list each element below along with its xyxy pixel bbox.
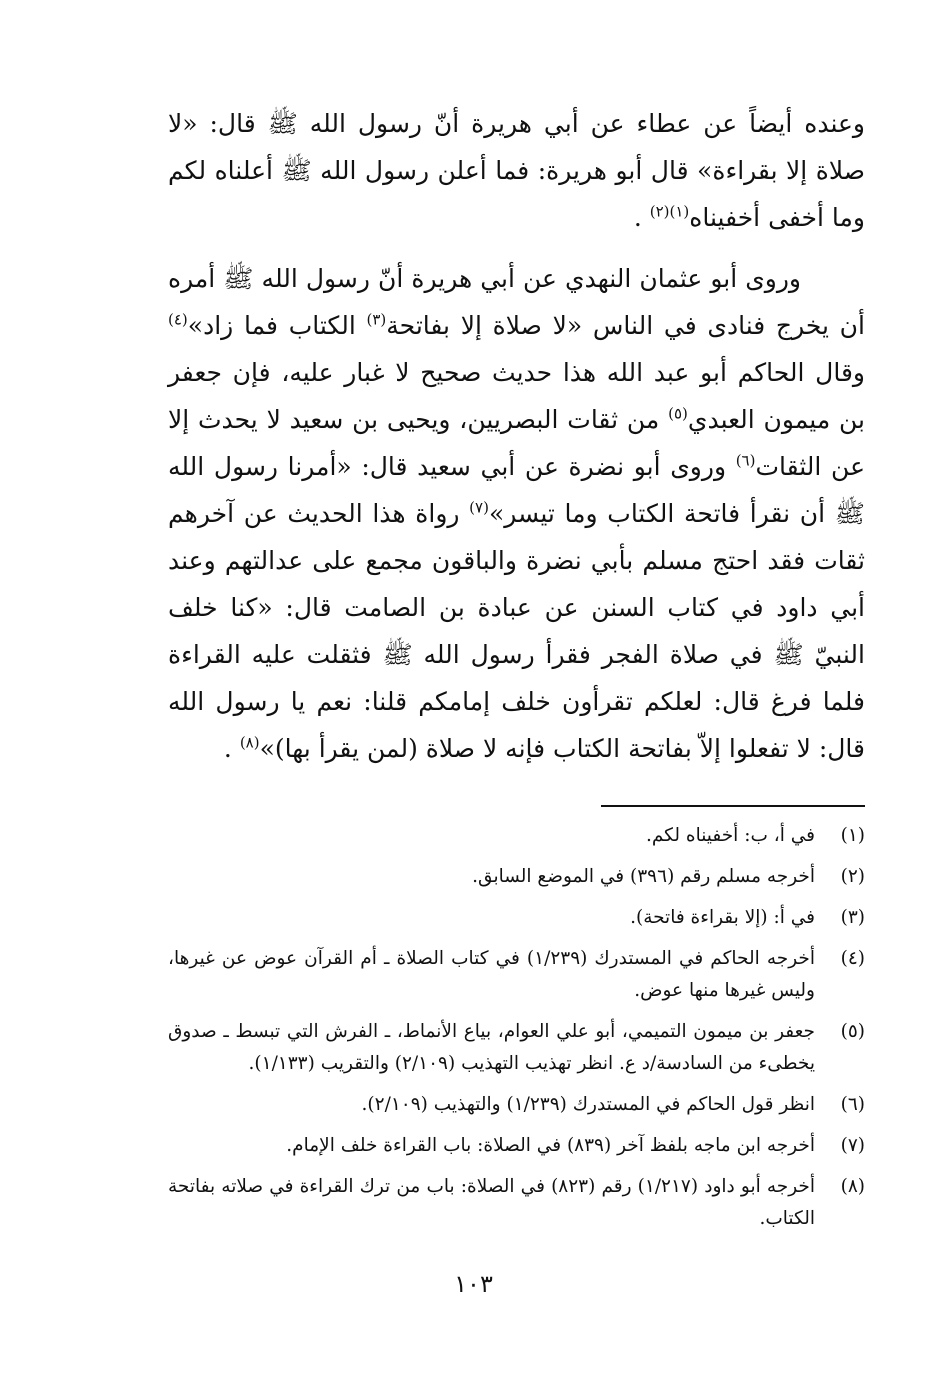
footnote-ref-1: (١) (669, 202, 690, 221)
footnote-text: أخرجه أبو داود (١/٢١٧) رقم (٨٢٣) في الصلاة: باب من ترك القراءة في صلاته بفاتحة الكتاب. (168, 1176, 815, 1229)
footnote-ref-2: (٢) (649, 202, 670, 221)
footnote-number: (١) (840, 825, 865, 846)
footnote-1 (168, 820, 865, 852)
footnote-separator (601, 805, 865, 807)
footnote-text: أخرجه الحاكم في المستدرك (١/٢٣٩) في كتاب الصلاة ـ أم القرآن عوض عن غيرها، وليس غيرها منها عوض. (168, 948, 815, 1001)
paragraph-2 (168, 255, 865, 772)
main-text (168, 100, 865, 772)
paragraph-2-end: . (223, 734, 240, 763)
footnote-number: (٨) (840, 1176, 865, 1197)
footnote-4 (168, 943, 865, 1007)
footnotes (168, 820, 865, 1244)
paragraph-2-seg-4: من ثقات البصريين، ويحيى بن سعيد لا يحدث إلا عن الثقات (168, 405, 865, 481)
footnote-text: في أ: (إلا بقراءة فاتحة). (630, 907, 815, 928)
footnote-ref-7: (٧) (469, 498, 489, 517)
footnote-number: (٧) (840, 1135, 865, 1156)
paragraph-2-seg-3: وقال الحاكم أبو عبد الله هذا حديث صحيح لا غبار عليه، فإن جعفر بن ميمون العبدي (168, 358, 866, 434)
footnote-text: في أ، ب: أخفيناه لكم. (645, 825, 815, 846)
footnote-7 (168, 1130, 865, 1162)
footnote-6 (168, 1089, 865, 1121)
footnote-3 (168, 902, 865, 934)
footnote-number: (٢) (840, 866, 865, 887)
footnote-text: أخرجه ابن ماجه بلفظ آخر (٨٣٩) في الصلاة: باب القراءة خلف الإمام. (286, 1135, 815, 1156)
footnote-ref-3: (٣) (366, 310, 387, 329)
paragraph-2-seg-5: وروى أبو نضرة عن أبي سعيد قال: «أمرنا رسول الله ﷺ أن نقرأ فاتحة الكتاب وما تيسر» (168, 452, 865, 528)
footnote-text: جعفر بن ميمون التميمي، أبو علي العوام، بياع الأنماط، ـ الفرش التي تبسط ـ صدوق يخطىء من السادسة/د ع. انظر تهذيب التهذيب (٢/١٠٩) والتقريب (١/١٣٣). (168, 1021, 815, 1074)
paragraph-2-seg-6: رواة هذا الحديث عن آخرهم ثقات فقد احتج مسلم بأبي نضرة والباقون مجمع على عدالتهم وعند أبي داود في كتاب السنن عن عبادة بن الصامت قال: «كنا خلف النبيّ ﷺ في صلاة الفجر فقرأ رسول الله ﷺ فثقلت عليه القراءة فلما فرغ قال: لعلكم تقرأون خلف إمامكم قلنا: نعم يا رسول الله قال: لا تفعلوا إلاّ بفاتحة الكتاب فإنه لا صلاة (لمن يقرأ بها)» (168, 499, 865, 763)
footnote-text: انظر قول الحاكم في المستدرك (١/٢٣٩) والتهذيب (٢/١٠٩). (361, 1094, 815, 1115)
footnote-number: (٣) (840, 907, 865, 928)
paragraph-2-seg-1: وروى أبو عثمان النهدي عن أبي هريرة أنّ رسول الله ﷺ أمره أن يخرج فنادى في الناس «لا صلاة إلا بفاتحة (168, 264, 865, 340)
page-number: ١٠٣ (454, 1270, 493, 1298)
paragraph-1 (168, 100, 865, 241)
footnote-text: أخرجه مسلم رقم (٣٩٦) في الموضع السابق. (472, 866, 815, 887)
footnote-ref-4: (٤) (168, 310, 188, 329)
paragraph-1-end: . (633, 203, 650, 232)
footnote-8 (168, 1171, 865, 1235)
footnote-5 (168, 1016, 865, 1080)
paragraph-2-seg-2: الكتاب فما زاد» (187, 311, 367, 340)
footnote-ref-5: (٥) (668, 404, 688, 423)
footnote-ref-6: (٦) (735, 451, 756, 470)
footnote-ref-8: (٨) (239, 733, 260, 752)
paragraph-1-text: وعنده أيضاً عن عطاء عن أبي هريرة أنّ رسول الله ﷺ قال: «لا صلاة إلا بقراءة» قال أبو هريرة: فما أعلن رسول الله ﷺ أعلناه لكم وما أخفى أخفيناه (168, 109, 865, 232)
footnote-2 (168, 861, 865, 893)
footnote-number: (٥) (840, 1021, 865, 1042)
footnote-number: (٦) (840, 1094, 865, 1115)
footnote-number: (٤) (840, 948, 865, 969)
